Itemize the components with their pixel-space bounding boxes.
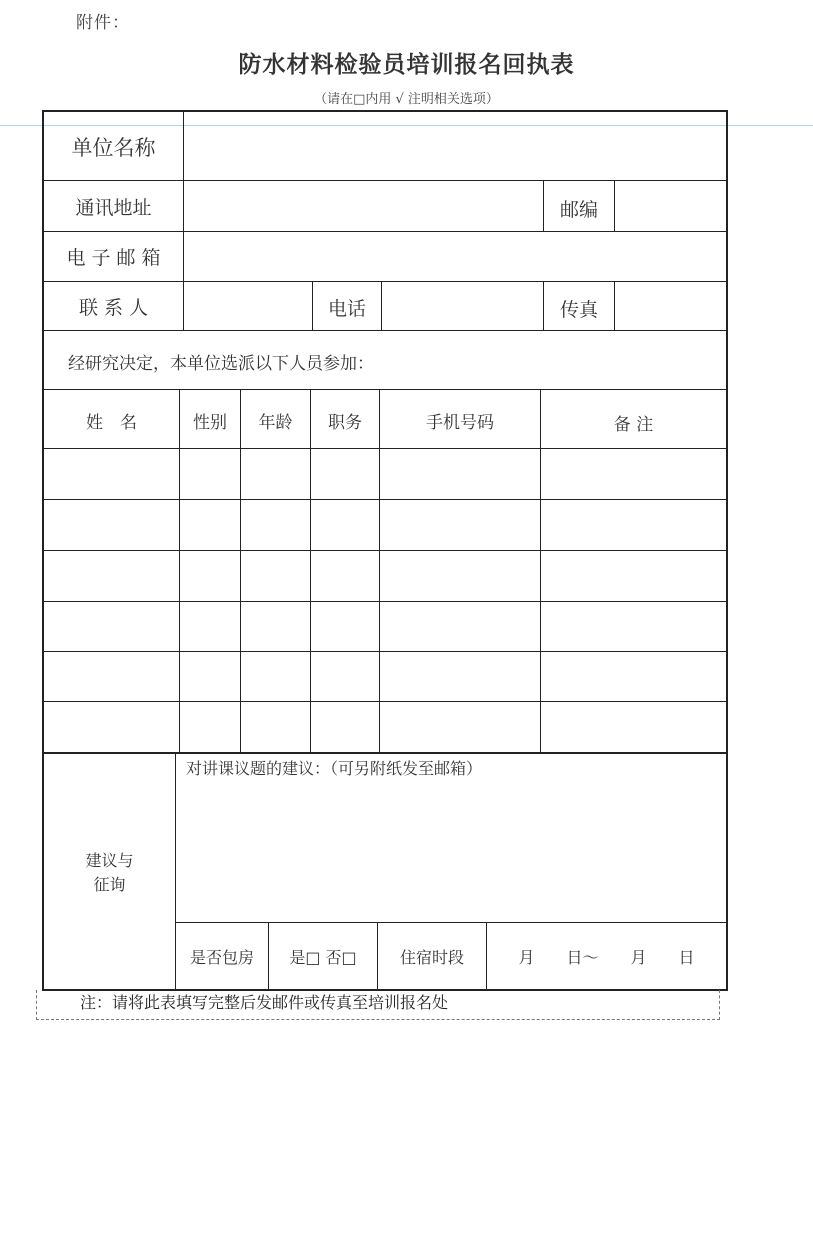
header-age: 年龄 — [258, 413, 293, 433]
suggestion-label-line2: 征询 — [93, 875, 126, 894]
row-divider — [42, 330, 728, 331]
contact-field[interactable] — [185, 283, 311, 329]
fax-label: 传真 — [559, 299, 598, 321]
email-label: 电 子 邮 箱 — [66, 247, 161, 269]
unit-name-field[interactable] — [185, 112, 726, 179]
room-label: 是否包房 — [189, 948, 254, 967]
footer-note: 注：请将此表填写完整后发邮件或传真至培训报名处 — [80, 993, 449, 1012]
col-divider — [614, 281, 615, 330]
contact-label: 联 系 人 — [78, 297, 149, 319]
fax-field[interactable] — [616, 283, 726, 329]
postcode-label: 邮编 — [559, 199, 598, 221]
room-options[interactable]: 是□ 否□ — [289, 948, 357, 967]
email-field[interactable] — [185, 233, 726, 280]
col-divider — [381, 281, 382, 330]
form-title: 防水材料检验员培训报名回执表 — [238, 52, 575, 78]
row-divider — [42, 389, 728, 390]
row-divider — [42, 281, 728, 282]
phone-field[interactable] — [383, 283, 542, 329]
header-position: 职务 — [328, 413, 362, 433]
personnel-table-body[interactable] — [44, 449, 726, 752]
row-divider — [42, 231, 728, 232]
decision-text: 经研究决定，本单位选派以下人员参加： — [68, 354, 374, 374]
row-divider — [42, 180, 728, 181]
form-subtitle: （请在□内用 √ 注明相关选项） — [314, 92, 499, 107]
unit-name-label: 单位名称 — [71, 136, 156, 160]
header-remarks: 备 注 — [613, 415, 654, 435]
row-divider — [176, 922, 728, 923]
row-divider — [42, 752, 728, 754]
address-label: 通讯地址 — [75, 197, 152, 219]
attachment-label: 附件： — [76, 13, 130, 33]
stay-label: 住宿时段 — [399, 948, 464, 967]
topic-prompt: 对讲课议题的建议：（可另附纸发至邮箱） — [186, 759, 483, 778]
phone-label: 电话 — [327, 298, 366, 320]
col-divider — [614, 180, 615, 231]
col-divider — [183, 110, 184, 330]
postcode-field[interactable] — [616, 182, 726, 230]
suggestion-label-line1: 建议与 — [85, 851, 134, 870]
topic-suggestion-field[interactable] — [177, 782, 726, 921]
header-name: 姓 名 — [86, 413, 137, 433]
stay-dates[interactable]: 月 日～ 月 日 — [518, 948, 695, 967]
address-field[interactable] — [185, 182, 542, 230]
header-mobile: 手机号码 — [426, 413, 494, 433]
header-gender: 性别 — [193, 413, 227, 433]
